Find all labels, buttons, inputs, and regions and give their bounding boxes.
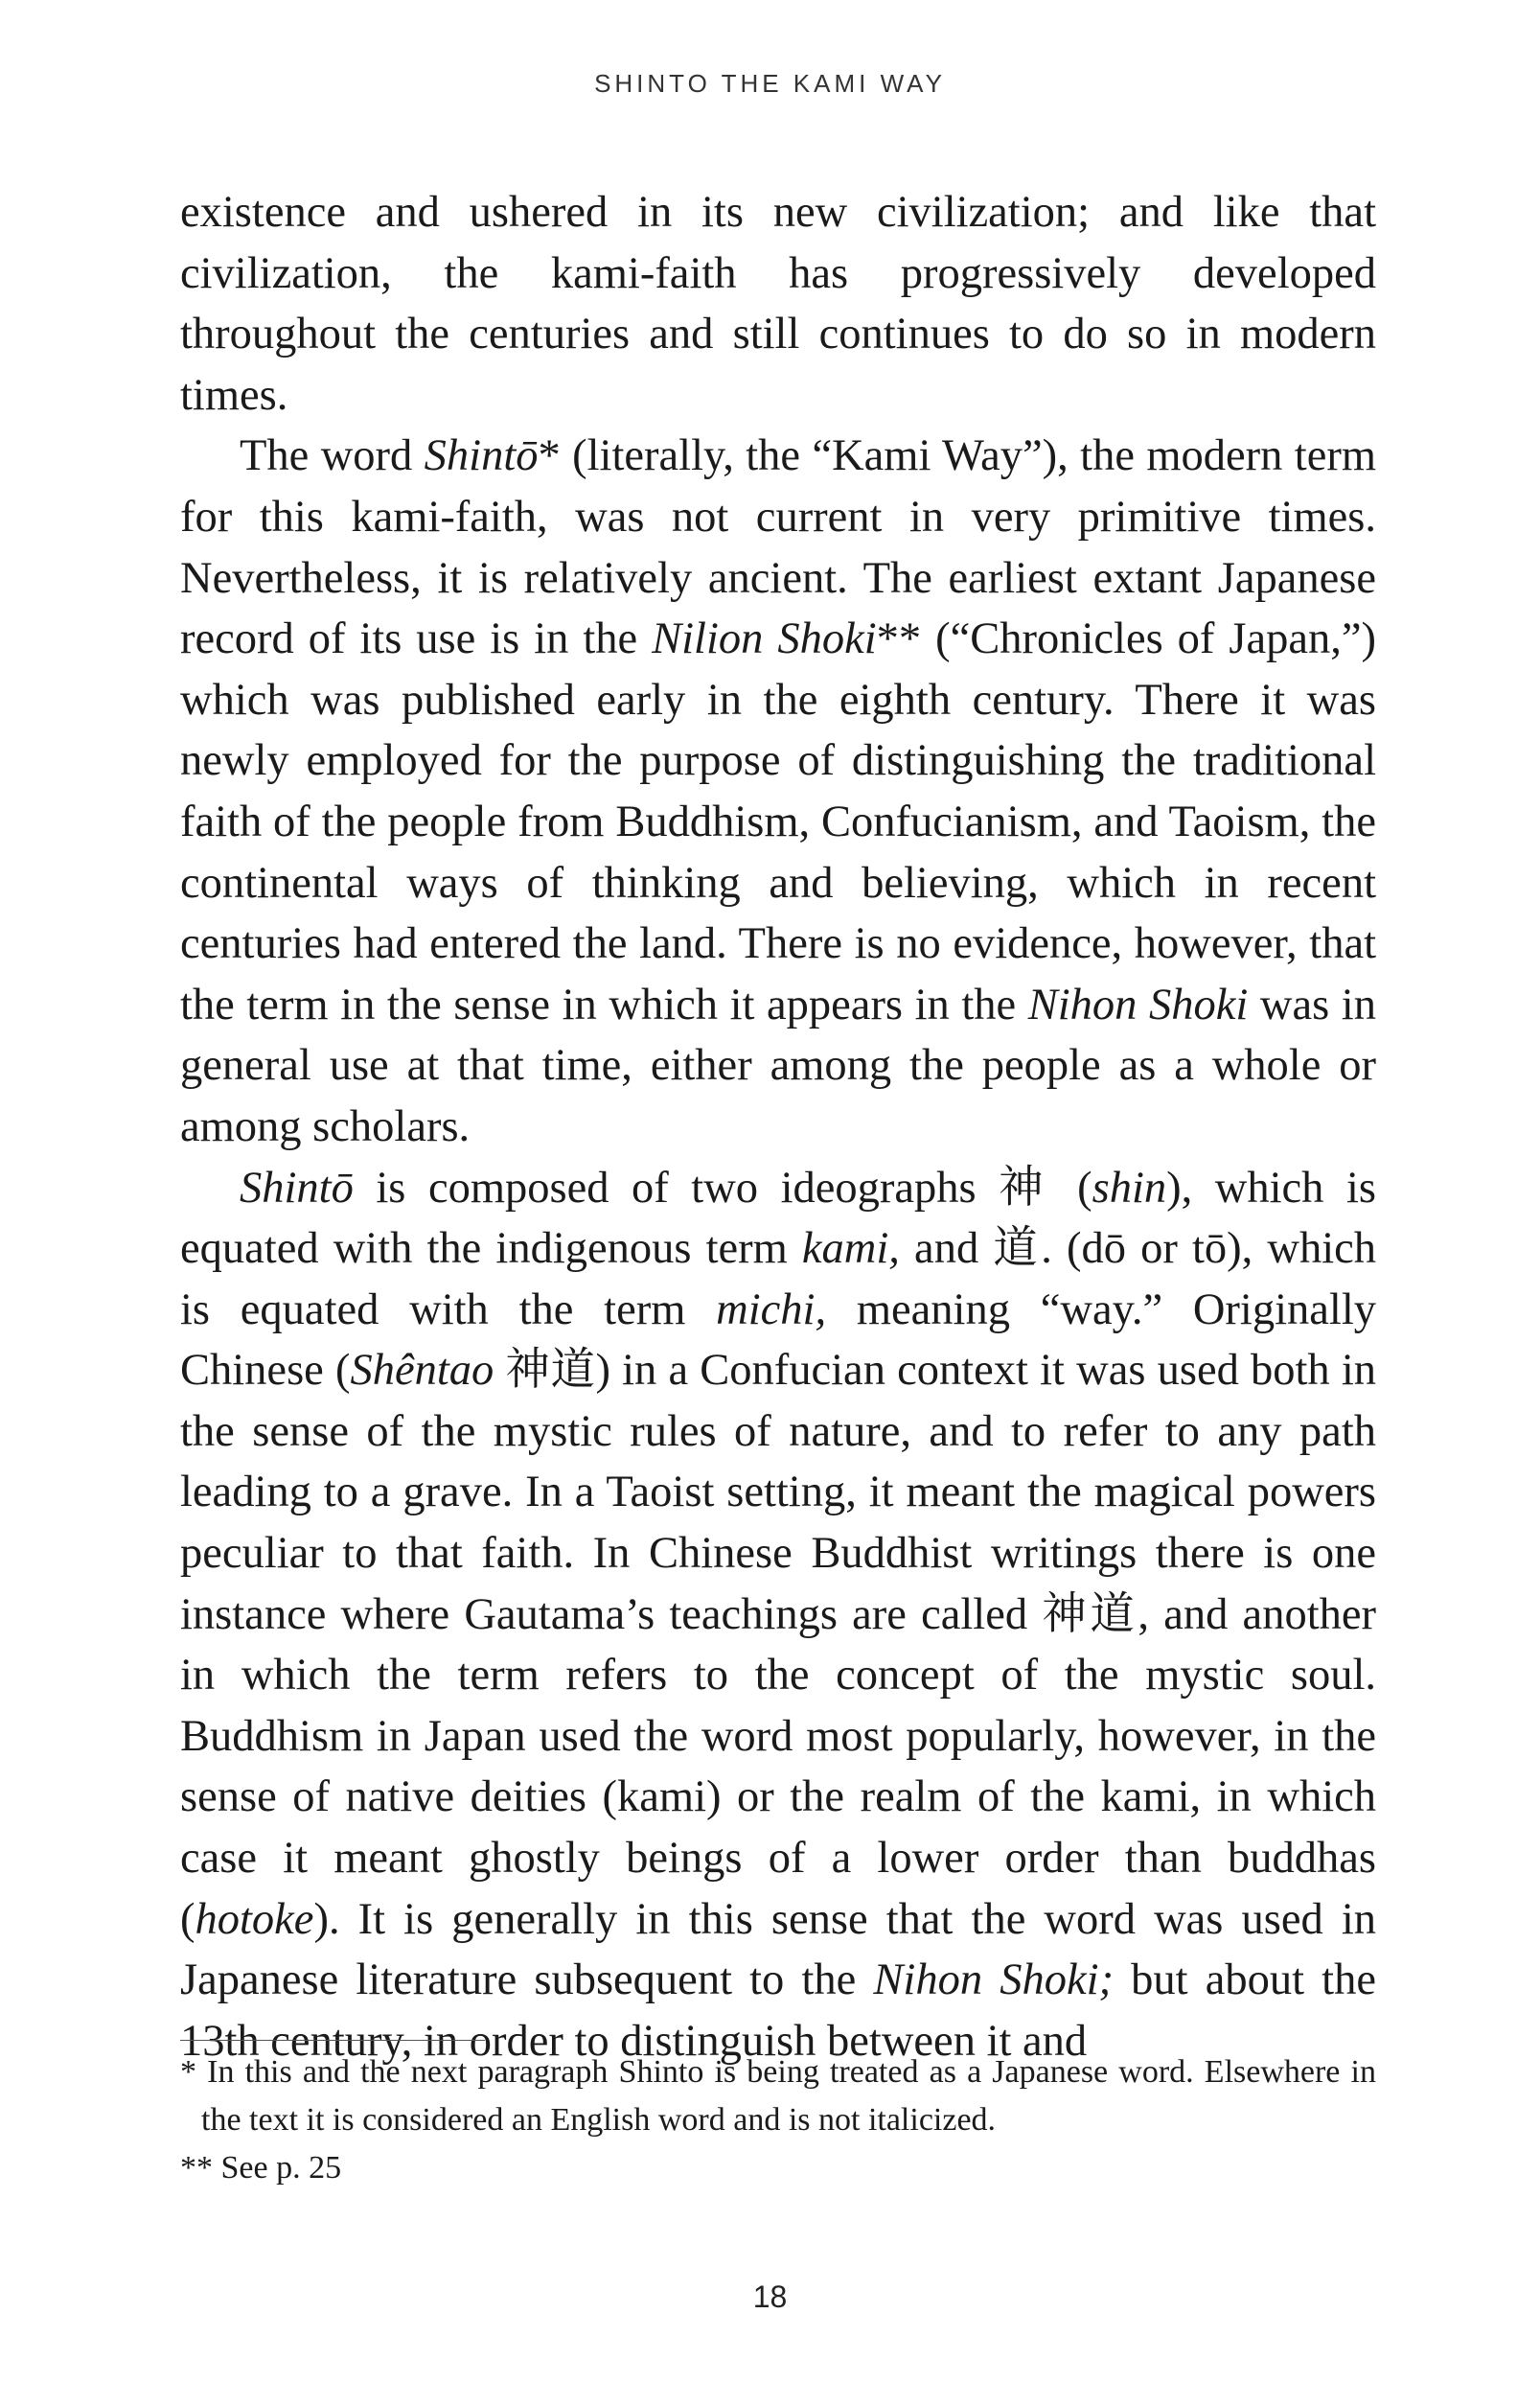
paragraph-3-text-6: ). It is generally in this sense that the word was used in Japanese literature subsequent to the — [180, 1894, 1376, 2005]
paragraph-3-text-4: meaning “way.” Originally Chinese ( — [180, 1284, 1376, 1396]
term-shinto: Shintō — [240, 1163, 354, 1213]
paragraph-2-text-3: ** (“Chronicles of Japan,”) which was published early in the eighth century. There it was newly employed for the purpose of distinguishing the traditional faith of the people from Buddhism, Confucianism, and Taoism, the continental ways of thinking and believing, which in recent centuries had entered the land. There is no evidence, however, that the term in the sense in which it appears in the — [180, 614, 1376, 1029]
title-nilion-shoki: Nilion Shoki — [652, 614, 877, 664]
term-shinto: Shintō — [424, 431, 539, 481]
term-shentao: Shêntao — [350, 1346, 494, 1396]
running-head: SHINTO THE KAMI WAY — [594, 69, 946, 98]
footnote-rule — [180, 2040, 485, 2041]
term-kami: kami, — [801, 1224, 900, 1274]
paragraph-3 — [180, 1158, 1376, 2072]
page-number: 18 — [752, 2279, 788, 2314]
paragraph-3-text-3: and 道. (dō or tō), which is equated with the term — [180, 1224, 1376, 1334]
term-michi: michi, — [716, 1284, 827, 1334]
paragraph-1-text: existence and ushered in its new civilization; and like that civilization, the kami-faith has progressively developed throughout the centuries and still continues to do so in modern times. — [180, 188, 1376, 420]
paragraph-3-text-2: ), which is equated with the indigenous term — [180, 1163, 1376, 1274]
paragraph-2-text-4: was in general use at that time, either among the people as a whole or among scholars. — [180, 980, 1376, 1151]
paragraph-3-text-7: but about the 13th century, in order to distinguish between it and — [180, 1955, 1376, 2066]
paragraph-3-text-1: is composed of two ideographs 神 ( — [353, 1163, 1092, 1213]
term-hotoke: hotoke — [195, 1894, 314, 1944]
body-text — [180, 182, 1376, 2071]
term-shin: shin — [1092, 1163, 1167, 1213]
paragraph-1 — [180, 182, 1376, 426]
footnote-1: * In this and the next paragraph Shinto is being treated as a Japanese word. Elsewhere in the text it is considered an English word and is not italicized. — [180, 2054, 1376, 2138]
title-nihon-shoki: Nihon Shoki — [1027, 980, 1249, 1029]
paragraph-2-text-1: The word — [240, 431, 425, 481]
title-nihon-shoki: Nihon Shoki; — [873, 1955, 1115, 2005]
paragraph-2-text-2: * (literally, the “Kami Way”), the modern term for this kami-faith, was not current in very primitive times. Nevertheless, it is relatively ancient. The earliest extant Japanese record of its use is in the — [180, 431, 1377, 664]
paragraph-3-text-5: 神道) in a Confucian context it was used both in the sense of the mystic rules of nature, and to refer to any path leading to a grave. In a Taoist setting, it meant the magical powers peculiar to that faith. In Chinese Buddhist writings there is one instance where Gautama’s teachings are called 神道, and another in which the term refers to the concept of the mystic soul. Buddhism in Japan used the word most popularly, however, in the sense of native deities (kami) or the realm of the kami, in which case it meant ghostly beings of a lower order than buddhas ( — [180, 1346, 1376, 1944]
footnote-2: ** See p. 25 — [180, 2150, 342, 2186]
footnotes — [180, 2048, 1376, 2192]
paragraph-2 — [180, 426, 1376, 1157]
